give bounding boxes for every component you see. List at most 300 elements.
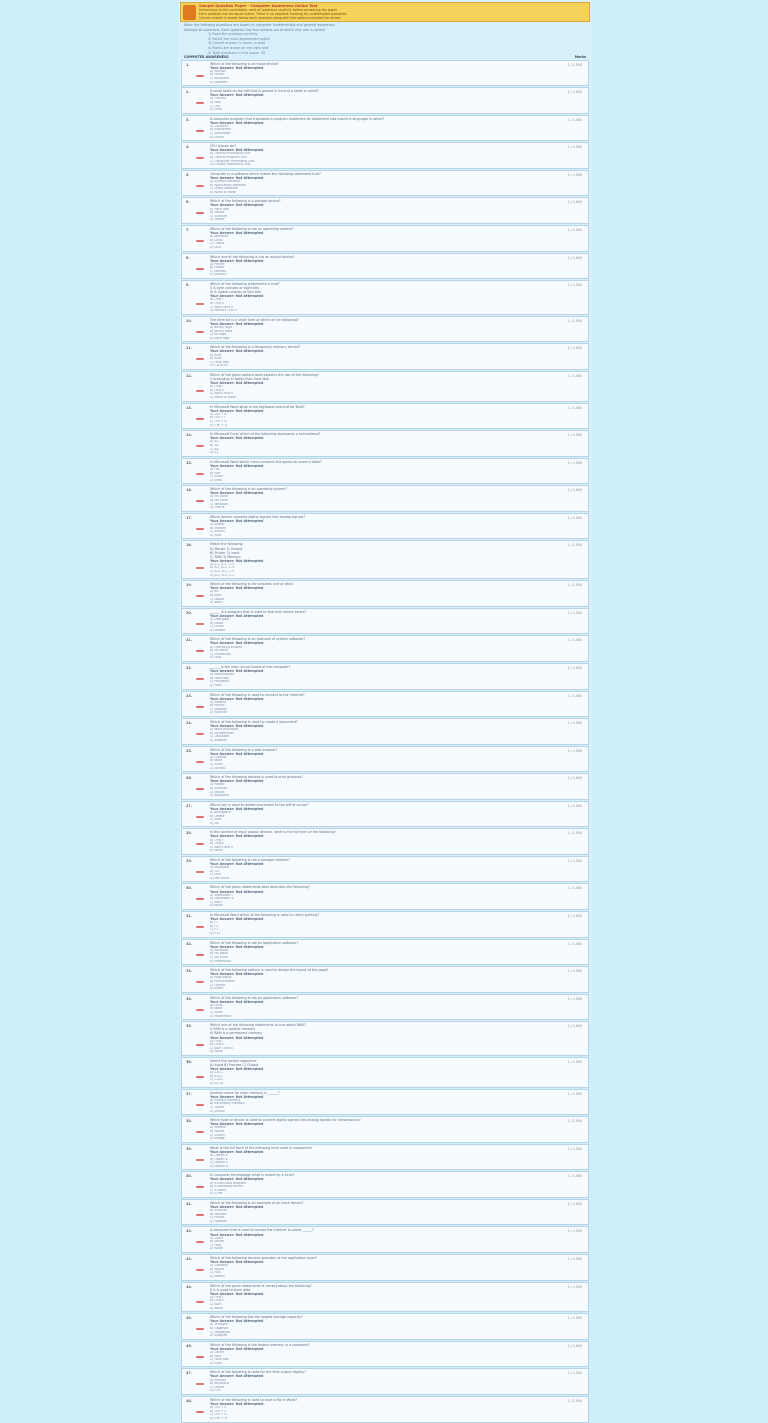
question-text: Which of the following is used for the final output display? (210, 1370, 306, 1375)
option-item: C) Bit digit (210, 333, 227, 337)
option-item: A) Central Processing Unit (210, 152, 251, 156)
question-text: Which of the following is an example of system software? (210, 637, 305, 642)
question-marks: 1 / 1.000 (567, 1119, 582, 1124)
question-item (181, 1341, 589, 1368)
option-item: D) None (210, 904, 223, 908)
question-marks: 1 / 1.000 (567, 969, 582, 974)
option-item: B) Secondary memory (210, 1102, 245, 1106)
option-item: A) Router (210, 523, 225, 527)
answer-status: Your Answer: Not Attempted (210, 231, 264, 236)
question-text: Which of the following has the largest storage capacity? (210, 1315, 303, 1320)
wrong-mark-icon (196, 1009, 204, 1011)
option-item: A) Monitor (210, 1378, 227, 1382)
option-item: C) Both I and II (210, 845, 234, 849)
question-number: 22. (186, 665, 193, 670)
wrong-mark-icon (196, 303, 204, 305)
option-list (210, 152, 584, 166)
option-item: D) Byte digit (210, 336, 230, 340)
wrong-mark-icon (196, 623, 204, 625)
option-item: B) Server (210, 1240, 225, 1244)
question-marks: 1 / 1.000 (567, 610, 582, 615)
answer-status: Your Answer: Not Attempted (210, 779, 264, 784)
question-marks: 1 / 1.000 (567, 693, 582, 698)
option-item: D) A-C-B (210, 1082, 224, 1086)
question-text: Which of the given options best explains the use of the following? (210, 372, 319, 377)
option-item: B) Router (210, 1130, 225, 1133)
question-marks: 1 / 1.000 (567, 543, 582, 548)
option-item: A) Primary memory (210, 1098, 241, 1102)
option-item: D) Scanner (210, 711, 228, 715)
option-list (210, 1379, 584, 1393)
question-marks: 1 / 1.000 (567, 721, 582, 726)
option-item: B) RAM (210, 1354, 222, 1358)
option-item: D) Node (210, 1247, 223, 1251)
wrong-mark-icon (196, 500, 204, 502)
question-number: 12. (186, 373, 193, 378)
question-number: 24. (186, 721, 193, 726)
option-item: B) Delete (210, 814, 225, 818)
wrong-mark-icon (196, 358, 204, 360)
wrong-mark-icon (196, 390, 204, 392)
option-item: B) Keyboard (210, 1382, 229, 1386)
option-list (210, 811, 584, 825)
option-item: B) Interpreter (210, 128, 232, 132)
instruction-line: 4) Marks are shown on the right side (208, 45, 269, 50)
question-marks: 1 / 1.000 (567, 227, 582, 232)
question-marks: 1 / 1.000 (567, 172, 582, 177)
option-item: A) Printer (210, 262, 225, 266)
question-item (181, 458, 589, 485)
question-marks: 1 / 1.000 (567, 145, 582, 150)
document-page (178, 0, 592, 1420)
question-number: 15. (186, 460, 193, 465)
question-item (181, 1116, 589, 1143)
question-number: 42. (186, 1229, 193, 1234)
option-item: B) Statement II (210, 897, 234, 901)
answer-status: Your Answer: Not Attempted (210, 1094, 264, 1099)
option-item: C) Oracle (210, 242, 225, 246)
option-item: A) A-B-C (210, 1071, 223, 1075)
option-list (210, 894, 584, 908)
question-number: 17. (186, 515, 193, 520)
option-list (210, 618, 584, 632)
question-text: Match the following: (210, 542, 244, 547)
question-marks: 1 / 1.000 (567, 1257, 582, 1262)
wrong-mark-icon (196, 418, 204, 420)
wrong-mark-icon (196, 157, 204, 159)
question-text: ______ is the main circuit board of the computer? (210, 664, 291, 669)
option-item: D) None (210, 1306, 223, 1310)
question-text: A) Mouse 1) Output (210, 546, 243, 551)
question-item (181, 403, 589, 430)
option-item: A) Windows (210, 948, 229, 952)
option-item: A) Backspace (210, 810, 231, 814)
option-item: A) Client (210, 1236, 224, 1240)
question-item (181, 513, 589, 540)
option-item: A) Only I (210, 298, 224, 302)
wrong-mark-icon (196, 1104, 204, 1106)
option-list (210, 523, 584, 537)
answer-status: Your Answer: Not Attempted (210, 294, 264, 299)
question-marks: 1 / 1.000 (567, 831, 582, 836)
option-item: C) F1 (210, 928, 219, 932)
option-item: B) MS Excel (210, 499, 229, 503)
wrong-mark-icon (196, 445, 204, 447)
question-text: A computer program that translates a program statement by statement into machine language is called? (210, 116, 385, 121)
option-list (210, 839, 584, 853)
question-number: 4. (186, 145, 190, 150)
option-list (210, 646, 584, 660)
question-item (181, 939, 589, 966)
option-item: B) Only II (210, 1043, 225, 1047)
answer-status: Your Answer: Not Attempted (210, 203, 264, 208)
question-number: 31. (186, 914, 193, 918)
wrong-mark-icon (196, 871, 204, 873)
option-item: D) Insert (210, 987, 224, 991)
question-item (181, 883, 589, 910)
wrong-mark-icon (196, 130, 204, 132)
wrong-mark-icon (196, 1356, 204, 1358)
question-item (181, 60, 589, 87)
option-item: B) Binary data (210, 329, 233, 333)
option-item: C) Mouse (210, 1385, 225, 1389)
option-list (210, 298, 584, 312)
question-text: Which of the following statements is true? (210, 282, 280, 287)
option-item: D) Bridge (210, 1137, 225, 1141)
header-banner (180, 2, 590, 22)
option-item: A) Statement I (210, 893, 233, 897)
question-marks: 1 / 1.000 (567, 1229, 582, 1234)
question-number: 2. (186, 90, 190, 95)
question-number: 5. (186, 172, 190, 177)
option-item: A) Keyboard (210, 866, 229, 870)
question-number: 48. (186, 1398, 193, 1403)
option-item: B) Monitor (210, 1212, 227, 1216)
option-item: D) Plotter (210, 218, 225, 222)
question-text: Which of the given statements is correct about the following? (210, 1283, 312, 1288)
question-text: In computer terminology what is meant by a virus? (210, 1173, 295, 1178)
option-list (210, 1099, 584, 1113)
question-item (181, 253, 589, 280)
wrong-mark-icon (196, 595, 204, 597)
wrong-mark-icon (196, 75, 204, 77)
answer-status: Your Answer: Not Attempted (210, 1232, 264, 1237)
option-list (210, 728, 584, 742)
option-item: D) A file (210, 1192, 223, 1196)
question-text: Which device converts digital signals into analog signals? (210, 514, 306, 519)
question-item (181, 1254, 589, 1281)
question-number: 41. (186, 1201, 193, 1206)
option-list (210, 1154, 584, 1168)
wrong-mark-icon (196, 761, 204, 763)
wrong-mark-icon (196, 733, 204, 735)
option-item: A) RAM (210, 353, 222, 357)
option-item: B) ROM (210, 357, 222, 361)
option-item: A) Gateway (210, 1264, 228, 1268)
option-item: C) Processor (210, 680, 230, 684)
question-text: Another name for main memory is ______? (210, 1090, 280, 1095)
option-list (210, 208, 584, 222)
option-list (210, 1406, 584, 1420)
option-item: D) Word (210, 601, 223, 605)
question-text: In Microsoft Word what is the keyboard shortcut for Bold? (210, 404, 305, 409)
question-marks: 1 / 1.000 (567, 90, 582, 95)
option-item: A) Column (210, 97, 227, 101)
option-item: B) Modem (210, 526, 226, 530)
question-text: ______ is a program that is used to find and correct errors? (210, 609, 307, 614)
answer-status: Your Answer: Not Attempted (210, 558, 264, 563)
answer-status: Your Answer: Not Attempted (210, 1346, 264, 1351)
question-item (181, 280, 589, 315)
option-item: C) Hard disk (210, 360, 229, 364)
option-item: A) F7 (210, 921, 219, 925)
option-item: B) F5 (210, 924, 219, 928)
option-item: B) A hardware device (210, 1185, 244, 1189)
answer-status: Your Answer: Not Attempted (210, 436, 264, 441)
question-item (181, 911, 589, 938)
wrong-mark-icon (196, 706, 204, 708)
question-item (181, 1144, 589, 1171)
wrong-mark-icon (196, 788, 204, 790)
question-item (181, 197, 589, 224)
option-item: D) ROM (210, 1361, 222, 1365)
question-marks: 1 / 1.000 (567, 1284, 582, 1289)
option-item: C) Ctrl + U (210, 419, 227, 423)
option-item: D) Speaker (210, 80, 228, 84)
answer-status: Your Answer: Not Attempted (210, 889, 264, 894)
option-list (210, 1040, 584, 1054)
option-item: A) Only I (210, 1295, 224, 1299)
answer-status: Your Answer: Not Attempted (210, 1374, 264, 1379)
option-item: B) B-A-C (210, 1074, 223, 1078)
option-item: B) Scanner (210, 786, 227, 790)
option-list (210, 1209, 584, 1223)
option-list (210, 354, 584, 368)
option-item: C) Linker (210, 625, 224, 629)
question-text: Which of the following options is used to design the layout of the page? (210, 968, 329, 973)
question-number: 20. (186, 610, 193, 615)
option-item: D) Ctrl + D (210, 423, 228, 427)
question-text: Computer is a software which makes the following statement true? (210, 171, 321, 176)
option-item: D) Loader (210, 628, 226, 632)
question-marks: 1 / 1.000 (567, 117, 582, 122)
option-list (210, 1296, 584, 1310)
question-text: B) Printer 2) Input (210, 550, 240, 555)
question-marks: 1 / 1.000 (567, 460, 582, 465)
option-list (210, 385, 584, 399)
question-marks: 1 / 1.000 (567, 858, 582, 863)
question-item (181, 485, 589, 512)
option-item: B) Option B (210, 1157, 228, 1161)
question-item (181, 170, 589, 197)
option-item: C) Switch (210, 1133, 225, 1137)
option-item: C) A utility (210, 1188, 227, 1192)
wrong-mark-icon (196, 240, 204, 242)
option-list (210, 235, 584, 249)
option-item: C) Scanner (210, 214, 228, 218)
option-item: C) Hub (210, 1271, 221, 1275)
question-text: Which of the following is used to save a file in Word? (210, 1397, 297, 1402)
question-marks: 1 / 1.000 (567, 583, 582, 588)
option-item: C) Format (210, 983, 226, 987)
option-item: D) Keyboard (210, 794, 230, 798)
option-item: B) Editor (210, 621, 224, 625)
option-item: B) Linux (210, 238, 223, 242)
question-text: Which of the following is a temporary memory device? (210, 345, 301, 350)
question-text: A) Input B) Process C) Output (210, 1063, 259, 1068)
question-item (181, 87, 589, 114)
option-list (210, 1264, 584, 1278)
instruction-line: 3) Correct answer is shown in bold (208, 41, 265, 46)
question-marks: 1 / 1.000 (567, 748, 582, 753)
answer-status: Your Answer: Not Attempted (210, 751, 264, 756)
option-item: D) Browser (210, 739, 228, 743)
question-text: Which type of device is used to convert digital signals into analog signals for transmission? (210, 1118, 361, 1123)
question-marks: 1 / 1.000 (567, 255, 582, 260)
option-item: B) Word (210, 1007, 223, 1011)
question-item (181, 663, 589, 690)
option-list (210, 125, 584, 139)
banner-line: Instructions to the candidates: read all questions carefully before answering the paper (199, 8, 338, 12)
question-text: Which of the following is a storage device? (210, 199, 281, 204)
question-marks: 1 / 1.000 (567, 488, 582, 493)
option-item: C) Utility software (210, 187, 238, 191)
option-item: D) Joystick (210, 273, 227, 277)
question-number: 28. (186, 831, 193, 836)
question-marks: 1 / 1.000 (567, 1316, 582, 1321)
wrong-mark-icon (196, 1076, 204, 1078)
option-item: C) Excel (210, 763, 223, 766)
question-marks: 1 / 1.000 (567, 914, 582, 918)
option-item: A) A1 (210, 440, 219, 444)
option-item: A) Cache (210, 1351, 224, 1354)
question-number: 8. (186, 255, 190, 260)
option-item: B) Only II (210, 302, 225, 306)
question-text: Which of the following is used to connect to the internet? (210, 692, 305, 697)
question-number: 27. (186, 803, 193, 808)
option-item: A) MS Word (210, 495, 228, 499)
option-item: B) MS Word (210, 952, 228, 956)
answer-status: Your Answer: Not Attempted (210, 321, 264, 326)
option-item: A) Monitor (210, 69, 227, 73)
option-item: D) Hub (210, 533, 221, 537)
option-item: B) 1A (210, 443, 219, 447)
wrong-mark-icon (196, 650, 204, 652)
answer-status: Your Answer: Not Attempted (210, 613, 264, 618)
answer-status: Your Answer: Not Attempted (210, 65, 264, 70)
question-item (181, 430, 589, 457)
option-list (210, 440, 584, 454)
option-item: C) Monitor (210, 269, 227, 273)
option-list (210, 1237, 584, 1251)
option-item: C) C-B-A (210, 1078, 223, 1082)
option-item: C) Keyboard (210, 76, 229, 80)
option-item: D) Access (210, 766, 226, 770)
option-item: D) Ctrl + N (210, 1416, 227, 1420)
question-text: CPU stands for? (210, 144, 237, 149)
question-marks: 1 / 1.000 (567, 941, 582, 946)
question-marks: 1 / 1.000 (567, 433, 582, 438)
marks-heading: Marks (574, 55, 586, 60)
question-text: Which of the following is an operating system? (210, 487, 288, 492)
answer-status: Your Answer: Not Attempted (210, 972, 264, 977)
answer-status: Your Answer: Not Attempted (210, 120, 264, 125)
option-list (210, 866, 584, 880)
option-item: D) Tally (210, 656, 222, 660)
option-item: B) Byte (210, 594, 222, 598)
question-marks: 1 / 1.000 (567, 1146, 582, 1151)
option-item: C) Printer (210, 1216, 225, 1220)
option-item: A) Plotter (210, 783, 225, 787)
question-number: 25. (186, 748, 193, 753)
question-item (181, 316, 589, 343)
question-marks: 1 / 1.000 (567, 200, 582, 205)
question-text: A small table on the left that is placed in front of a table is called? (210, 89, 319, 94)
option-item: B) Router (210, 1267, 225, 1271)
option-item: D) Alt (210, 821, 219, 825)
question-text: In Microsoft Word which of the following is used to check spelling? (210, 913, 320, 917)
question-number: 14. (186, 433, 193, 438)
question-number: 10. (186, 318, 193, 323)
option-item: D) Switch (210, 1275, 225, 1278)
question-text: I) It is used to store data (210, 1287, 251, 1292)
option-list (210, 563, 584, 577)
wrong-mark-icon (196, 102, 204, 104)
option-item: C) Both I and II (210, 1046, 234, 1050)
question-text: The term bit is a short form of which of the following? (210, 317, 299, 322)
option-item: A) Modem (210, 1126, 226, 1130)
question-marks: 1 / 1.000 (567, 665, 582, 670)
option-item: A) Compiler (210, 124, 229, 128)
wrong-mark-icon (196, 331, 204, 333)
option-item: B) Printer (210, 73, 225, 77)
answer-status: Your Answer: Not Attempted (210, 518, 264, 523)
option-item: D) Field (210, 108, 222, 112)
question-number: 40. (186, 1174, 193, 1179)
answer-status: Your Answer: Not Attempted (210, 641, 264, 646)
question-marks: 1 / 1.000 (567, 515, 582, 520)
option-item: C) Mouse (210, 790, 225, 794)
option-item: C) Cache (210, 1106, 224, 1110)
option-list (210, 495, 584, 509)
option-item: C) Megabyte (210, 1330, 230, 1334)
answer-status: Your Answer: Not Attempted (210, 1319, 264, 1324)
option-list (210, 1351, 584, 1365)
instruction-line: Attempt all questions. Each question has four options out of which only one is correct (184, 27, 326, 32)
option-item: B) Print preview (210, 979, 235, 983)
question-item (181, 718, 589, 745)
option-item: B) MS Word (210, 649, 228, 653)
question-item (181, 142, 589, 169)
option-list (210, 413, 584, 427)
question-marks: 1 / 1.000 (567, 405, 582, 410)
instruction-line: Note: the following questions are based on computer fundamentals and general awareness (184, 23, 335, 27)
option-item: A) Terabyte (210, 1323, 228, 1327)
question-number: 45. (186, 1316, 193, 1321)
question-number: 43. (186, 1257, 193, 1262)
option-item: B) Only II (210, 388, 225, 392)
question-number: 32. (186, 941, 193, 946)
question-text: Which of the given statements best describes the following? (210, 885, 310, 890)
question-text: C) RAM 3) Memory (210, 554, 241, 559)
option-list (210, 1323, 584, 1337)
option-item: D) PowerPoint (210, 1014, 232, 1018)
option-item: B) Word (210, 759, 223, 763)
wrong-mark-icon (196, 1214, 204, 1216)
question-number: 1. (186, 62, 190, 67)
wrong-mark-icon (196, 954, 204, 956)
question-text: Select the correct sequence: (210, 1059, 258, 1063)
